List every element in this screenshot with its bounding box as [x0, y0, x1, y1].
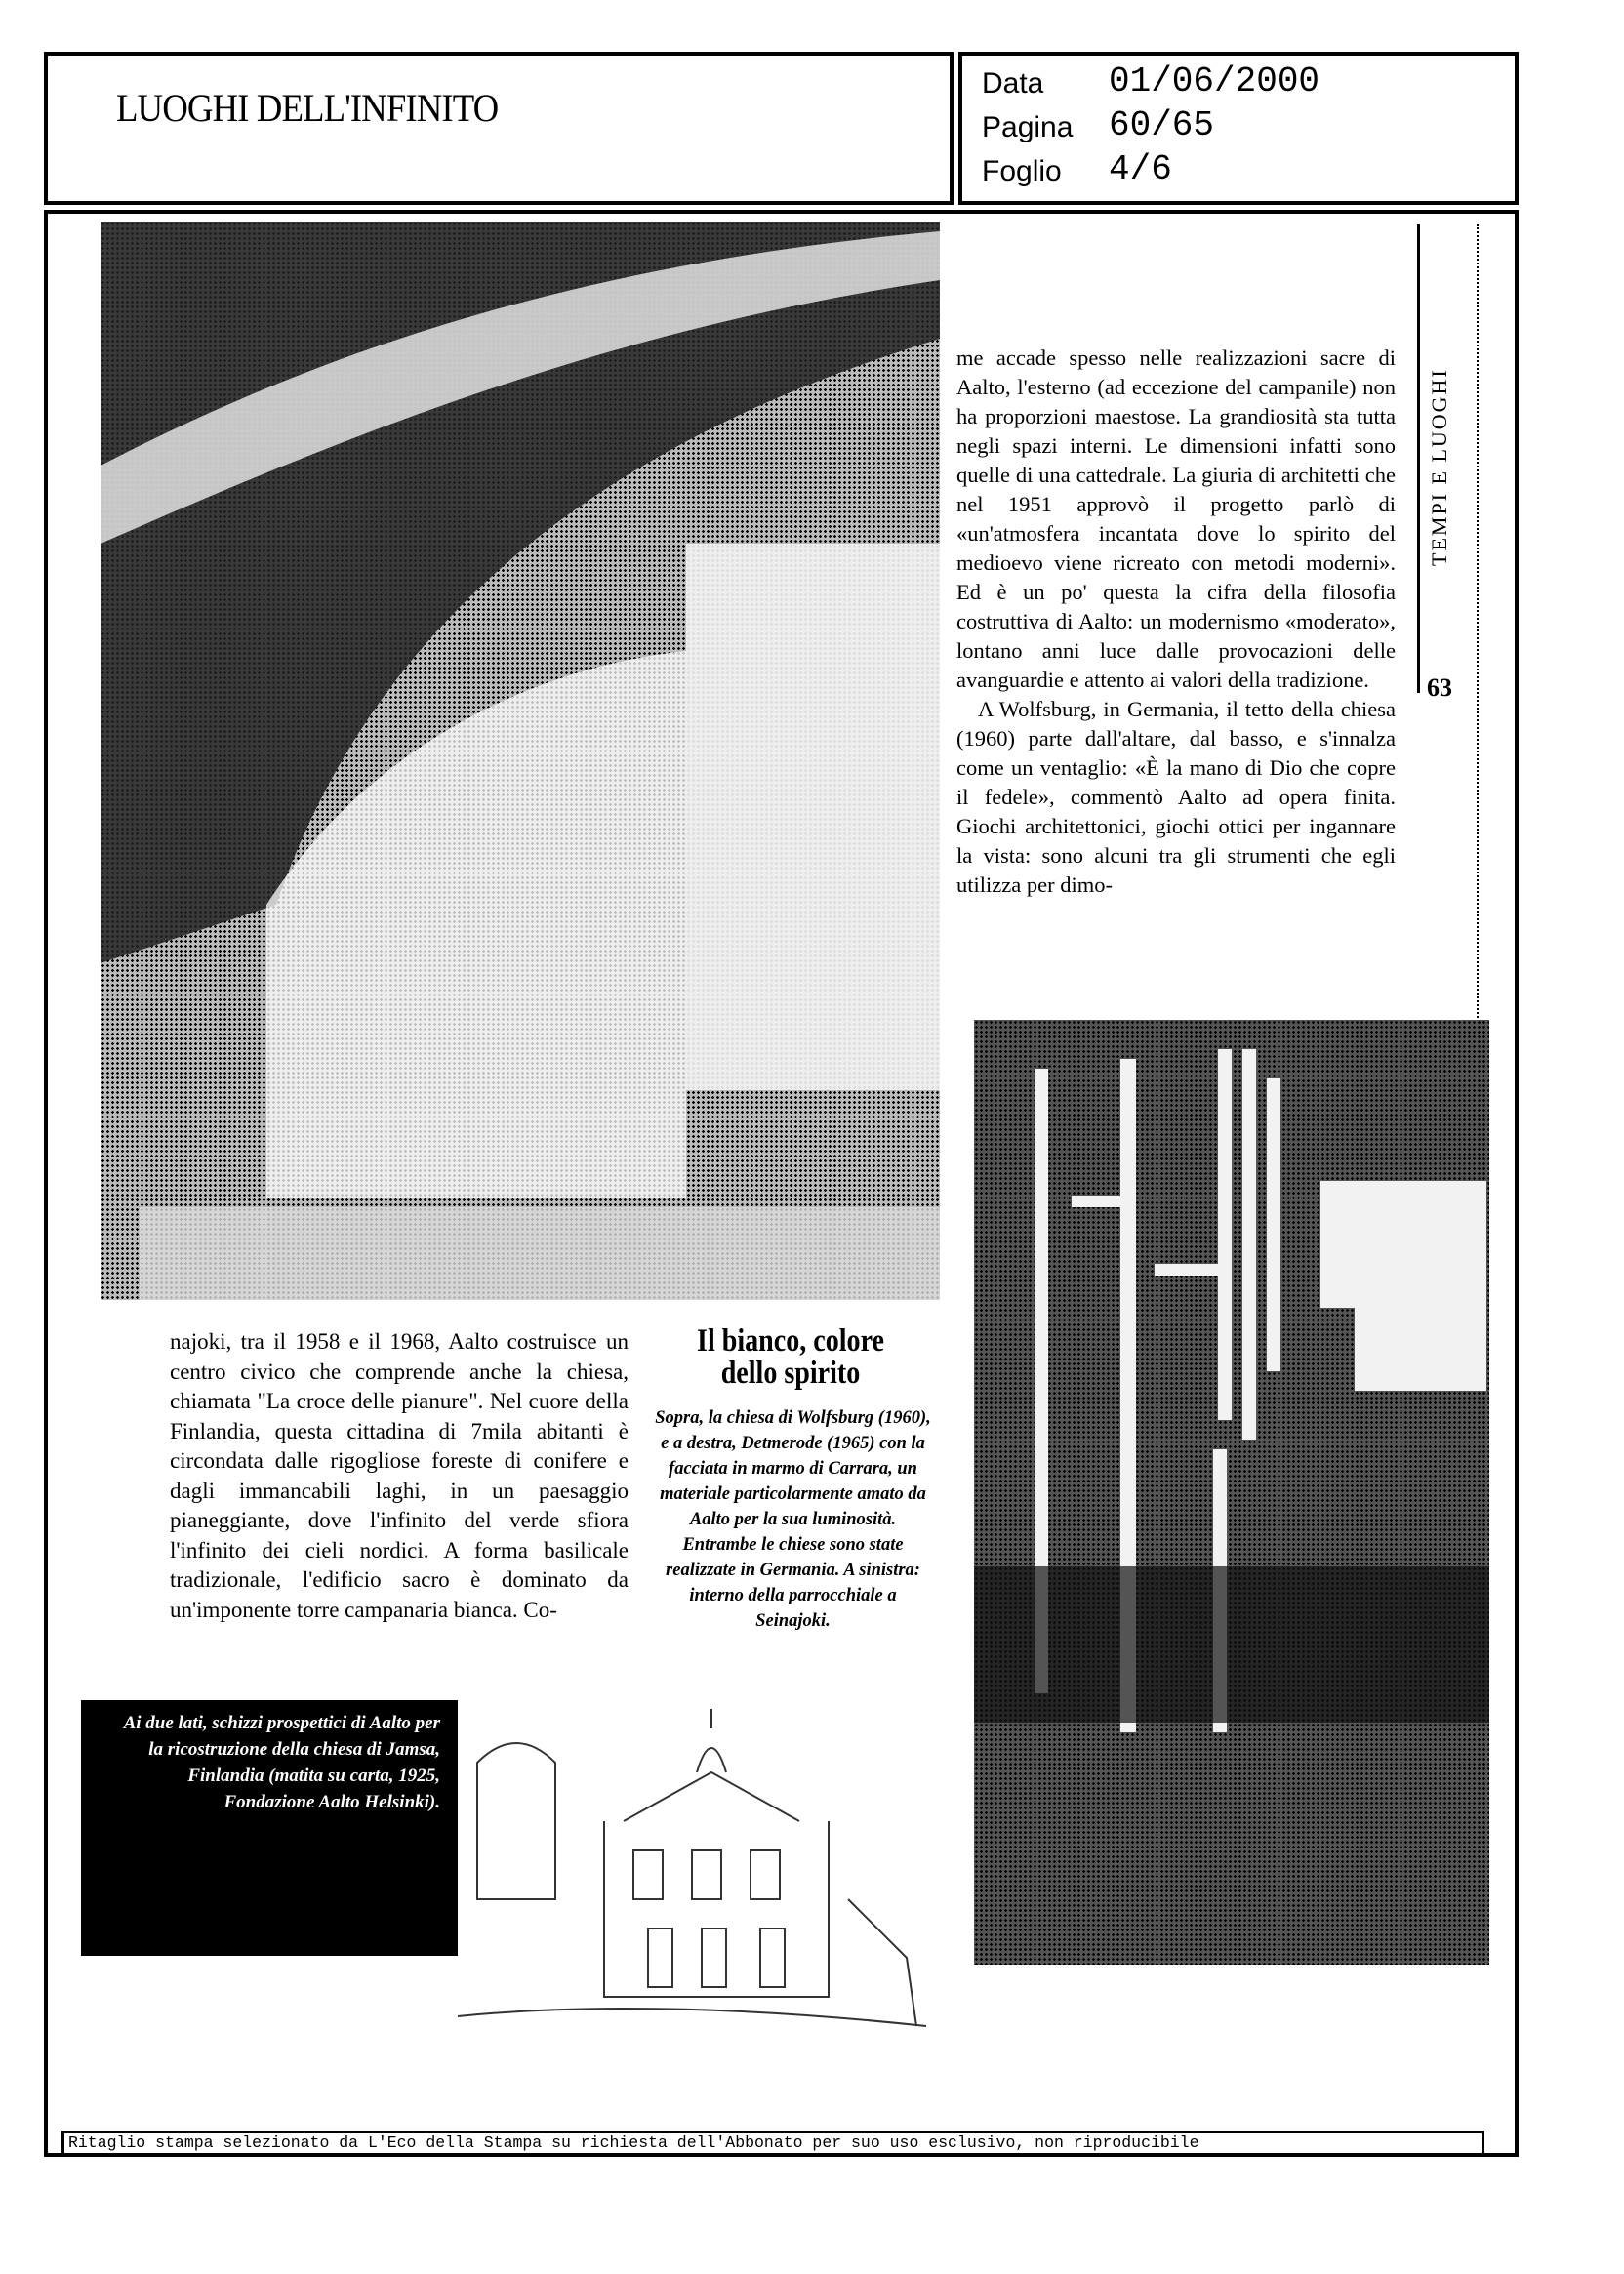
- article-paragraph: A Wolfsburg, in Germania, il tetto della chiesa (1960) parte dall'altare, dal basso, e s'innalza come un ventaglio: «È la mano di Dio che copre il fedele», commentò Aalto ad opera finita. Giochi architettonici, giochi ottici per ingannare la vista: sono alcuni tra gli strumenti che egli utilizza per dimo-: [956, 697, 1396, 897]
- sheet-value: 4/6: [1109, 149, 1172, 189]
- section-label: TEMPI E LUOGHI: [1427, 368, 1451, 566]
- page-label: Pagina: [982, 111, 1074, 143]
- page-value: 60/65: [1109, 105, 1215, 145]
- date-value: 01/06/2000: [1109, 61, 1320, 102]
- sidebar-rule: [1417, 224, 1420, 693]
- article-left-column: [170, 1327, 629, 1625]
- article-right-column: [956, 344, 1396, 900]
- detmerode-church-photo: [974, 1020, 1489, 1965]
- header-title-box: [44, 52, 954, 205]
- article-paragraph: me accade spesso nelle realizzazioni sacre di Aalto, l'esterno (ad eccezione del campanile) non ha proporzioni maestose. La grandiosità sta tutta negli spazi interni. Le dimensioni infatti sono quelle di una cattedrale. La giuria di architetti che nel 1951 approvò il progetto parlò di «un'atmosfera incantata dove lo spirito del medioevo viene ricreato con metodi moderni». Ed è un po' questa la cifra della filosofia costruttiva di Aalto: un modernismo «moderato», lontano anni luce dalle provocazioni delle avanguardie e attento ai valori della tradizione.: [956, 345, 1396, 692]
- sheet-label: Foglio: [982, 155, 1062, 187]
- caption-text: Sopra, la chiesa di Wolfsburg (1960), e a destra, Detmerode (1965) con la facciata in marmo di Carrara, un materiale particolarmente amato da Aalto per la sua luminosità. Entrambe le chiese sono state realizzate in Germania. A sinistra: interno della parrocchiale a Seinajoki.: [655, 1408, 931, 1631]
- caption-title: Il bianco, colore dello spirito: [697, 1323, 884, 1391]
- date-label: Data: [982, 67, 1044, 100]
- jamsa-church-sketch: [458, 1704, 965, 2060]
- page-number: 63: [1427, 673, 1452, 702]
- sketch-caption: Ai due lati, schizzi prospettici di Aalto per la ricostruzione della chiesa di Jamsa, Finlandia (matita su carta, 1925, Fondazione Aalto Helsinki).: [123, 1713, 440, 1812]
- sketch-caption-box: [81, 1700, 458, 1956]
- footer-notice: Ritaglio stampa selezionato da L'Eco della Stampa su richiesta dell'Abbonato per suo uso esclusivo, non riproducibile: [61, 2131, 1484, 2156]
- church-interior-photo: [101, 222, 940, 1300]
- header-meta-box: [958, 52, 1519, 205]
- article-paragraph: najoki, tra il 1958 e il 1968, Aalto costruisce un centro civico che comprende anche la chiesa, chiamata "La croce delle pianure". Nel cuore della Finlandia, questa cittadina di 7mila abitanti è circondata dalle rigogliose foreste di conifere e dagli immancabili laghi, in un paesaggio pianeggiante, dove l'infinito del verde sfiora l'infinito dei cieli nordici. A forma basilicale tradizionale, l'edificio sacro è dominato da un'imponente torre campanaria bianca. Co-: [170, 1329, 629, 1622]
- publication-title: LUOGHI DELL'INFINITO: [116, 86, 499, 130]
